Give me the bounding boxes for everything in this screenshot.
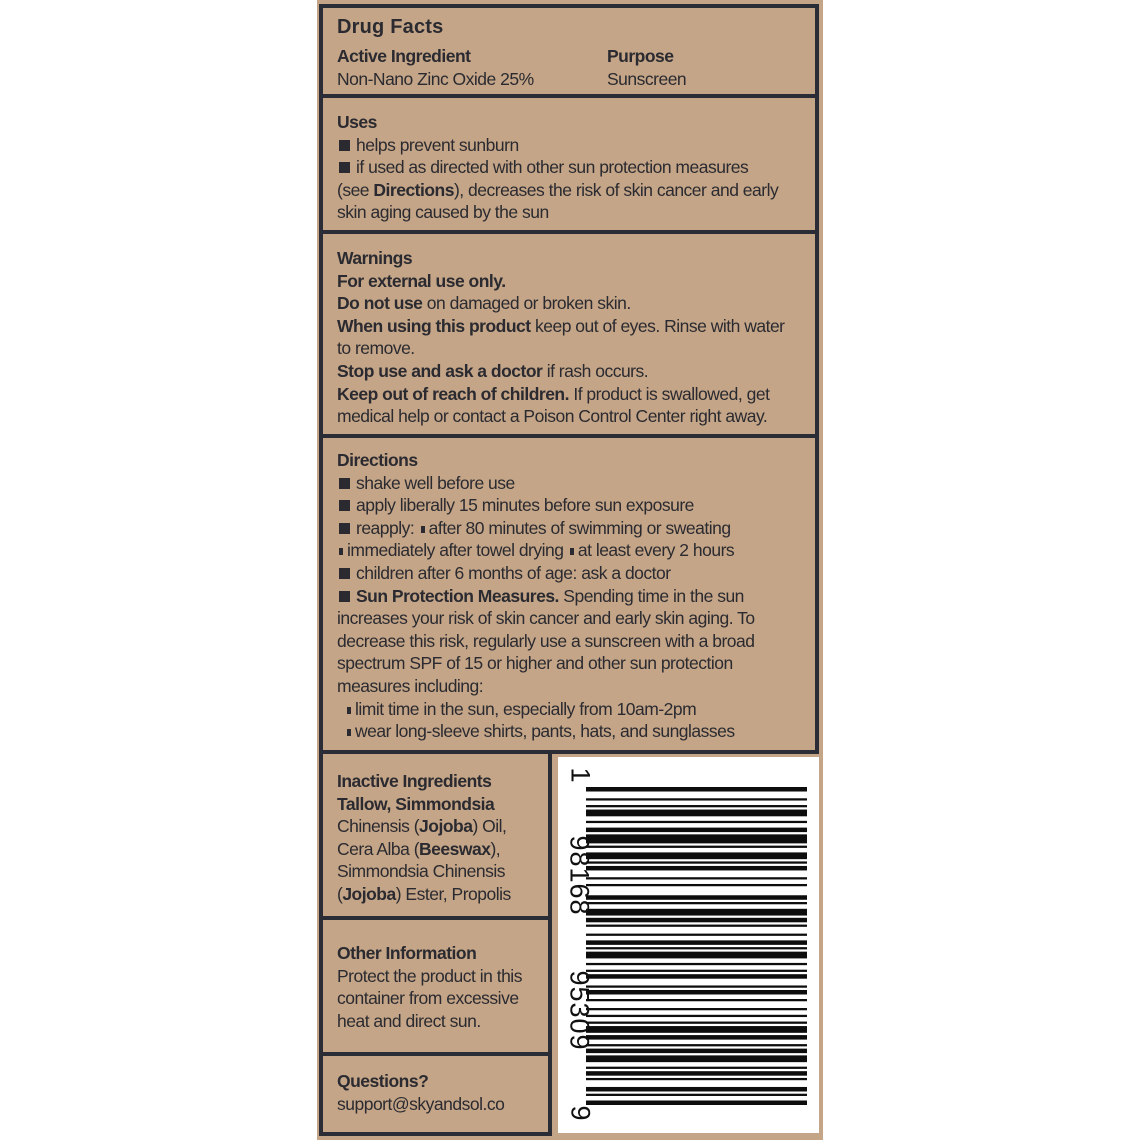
active-ingredient-value: Non-Nano Zinc Oxide 25% [337, 68, 534, 89]
barcode-bar [586, 828, 807, 833]
bullet-icon [339, 140, 350, 151]
barcode-bar [586, 985, 807, 987]
support-email: support@skyandsol.co [337, 1093, 505, 1114]
barcode-bar [586, 1071, 807, 1076]
barcode-bar [586, 963, 807, 965]
uses-item: if used as directed with other sun protection measures [337, 156, 807, 179]
barcode-bar [586, 1008, 807, 1010]
barcode-bar [586, 805, 807, 807]
uses-section: Uses helps prevent sunburn if used as directed with other sun protection measures (see Directions), decreases the risk of skin cancer and early skin aging caused by the sun [319, 94, 819, 234]
direction-item: Sun Protection Measures. Spending time in the sun [337, 585, 807, 608]
barcode-bar [586, 1022, 807, 1024]
barcode-bar [586, 902, 807, 904]
barcode-bar [586, 821, 807, 823]
dot-bullet-icon [339, 548, 343, 555]
barcode-group-2: 95309 [564, 970, 595, 1051]
dot-bullet-icon [347, 729, 351, 736]
direction-item: children after 6 months of age: ask a doctor [337, 562, 807, 585]
barcode-bar [586, 1015, 807, 1017]
direction-item: apply liberally 15 minutes before sun exposure [337, 494, 807, 517]
active-ingredient-heading: Active Ingredient [337, 46, 471, 66]
barcode-bar [586, 1049, 807, 1054]
barcode-bar [586, 947, 807, 949]
barcode-bar [586, 810, 807, 817]
barcode-bar [586, 1094, 807, 1096]
dot-bullet-icon [570, 548, 574, 555]
dot-bullet-icon [421, 526, 425, 533]
directions-reference: Directions [373, 179, 454, 200]
barcode-bar [586, 952, 807, 959]
barcode-bar [586, 895, 807, 900]
barcode-bar [586, 1044, 807, 1046]
purpose-value: Sunscreen [607, 68, 687, 89]
barcode-bar [586, 884, 807, 886]
questions-section [319, 1052, 552, 1136]
barcode-bar [586, 787, 807, 792]
barcode-bar [586, 834, 807, 843]
questions-heading: Questions? [337, 1071, 429, 1091]
barcode-bar [586, 852, 807, 859]
direction-item: shake well before use [337, 472, 807, 495]
directions-section: Directions shake well before use apply liberally 15 minutes before sun exposure reapply: after 80 minutes of swimming or sweating immediately after towel drying at least every 2 hours children after 6 months of age: ask a doctor Sun Protection Measures. Spending time in the sun increases your risk of skin cancer and early skin aging. To decrease this risk, regularly use a sunscreen with a broad spectrum SPF of 15 or higher and other sun protection measures including: limit time in the sun, especially from 10am-2pm wear long-sleeve shirts, pants, hats, and sunglasses [319, 434, 819, 754]
drug-facts-panel [319, 4, 819, 98]
barcode-bar [586, 1087, 807, 1092]
barcode-bar [586, 866, 807, 871]
barcode-bar [586, 1026, 807, 1033]
directions-heading: Directions [337, 450, 418, 470]
barcode-bar [586, 990, 807, 995]
warnings-section: Warnings For external use only. Do not use on damaged or broken skin. When using this product keep out of eyes. Rinse with water to remove. Stop use and ask a doctor if rash occurs. Keep out of reach of children. If product is swallowed, get medical help or contact a Poison Control Center right away. [319, 230, 819, 438]
barcode-bars [586, 787, 807, 1105]
barcode-bar [586, 877, 807, 879]
external-use-warning: For external use only. [337, 270, 506, 291]
bullet-icon [339, 523, 350, 534]
other-information-section: Other Information Protect the product in this container from excessive heat and direct sun. [319, 916, 552, 1056]
barcode-bar [586, 1100, 807, 1105]
bullet-icon [339, 478, 350, 489]
barcode-bar [586, 974, 807, 979]
barcode-bar [586, 970, 807, 972]
uses-heading: Uses [337, 112, 377, 132]
bullet-icon [339, 568, 350, 579]
barcode-bar [586, 1055, 807, 1062]
purpose-heading: Purpose [607, 46, 674, 66]
barcode-bar [586, 846, 807, 848]
barcode-bar [586, 1078, 807, 1080]
bullet-icon [339, 591, 350, 602]
other-information-heading: Other Information [337, 943, 477, 963]
bullet-icon [339, 162, 350, 173]
barcode-bar [586, 1067, 807, 1069]
barcode-digit-last: 9 [565, 1105, 596, 1122]
barcode-bar [586, 918, 807, 923]
inactive-ingredients-heading: Inactive Ingredients [337, 771, 492, 791]
drug-facts-title: Drug Facts [337, 16, 444, 38]
barcode-bar [586, 940, 807, 945]
barcode-group-1: 98168 [564, 835, 595, 916]
bullet-icon [339, 500, 350, 511]
barcode-bar [586, 909, 807, 916]
uses-item: helps prevent sunburn [337, 134, 807, 157]
barcode-digit-first: 1 [565, 767, 596, 784]
warnings-heading: Warnings [337, 248, 413, 268]
direction-item: reapply: after 80 minutes of swimming or sweating [337, 517, 807, 540]
barcode-bar [586, 1035, 807, 1040]
barcode-bar [586, 999, 807, 1001]
inactive-ingredients-section: Inactive Ingredients Tallow, Simmondsia Chinensis (Jojoba) Oil, Cera Alba (Beeswax), Simmondsia Chinensis (Jojoba) Ester, Propolis [319, 750, 552, 920]
dot-bullet-icon [347, 707, 351, 714]
barcode-bar [586, 934, 807, 936]
barcode-bar [586, 798, 807, 800]
barcode-bar [586, 861, 807, 863]
barcode-bar [586, 925, 807, 927]
